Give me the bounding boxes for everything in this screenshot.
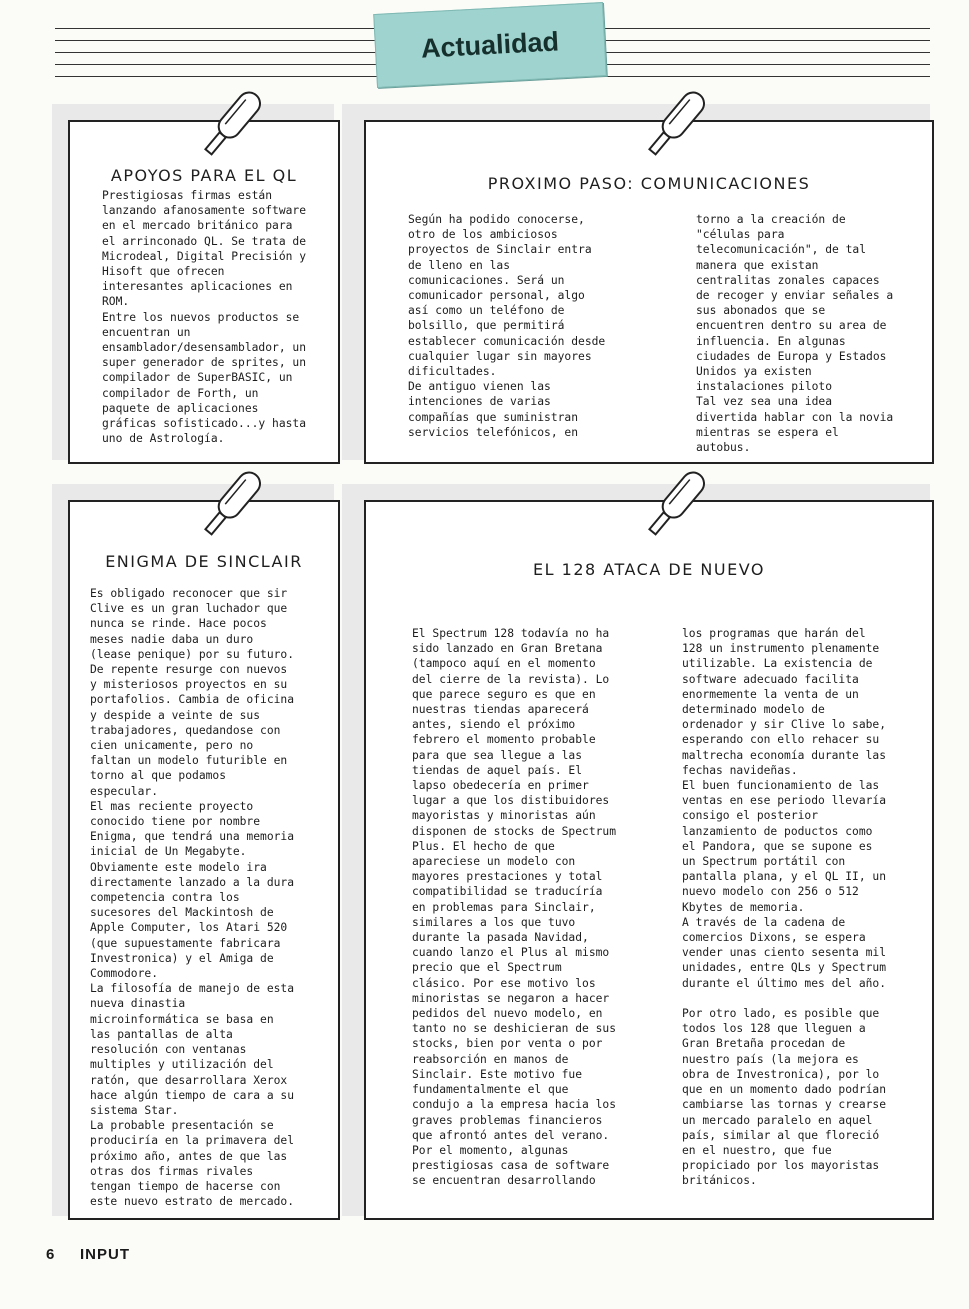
article-apoyos-ql [68, 120, 340, 464]
article-enigma [68, 500, 340, 1220]
section-tag [373, 2, 607, 88]
article-title: EL 128 ATACA DE NUEVO [533, 560, 765, 579]
popsicle-icon [186, 84, 276, 166]
page-number: 6 [46, 1246, 55, 1263]
article-body: Prestigiosas firmas están lanzando afanosamente software en el mercado británico para el arrinconado QL. Se trata de Microdeal, Digital Precisión y Hisoft que ofrecen interesantes aplicaciones en ROM. Entre los nuevos productos se encuentran un ensamblador/desensamblador, un super generador de sprites, un compilador de SuperBASIC, un compilador de Forth, un paquete de aplicaciones gráficas sofisticado...y hasta uno de Astrología. [102, 189, 307, 446]
popsicle-icon [630, 84, 720, 166]
section-label: Actualidad [420, 26, 560, 64]
article-column-2: torno a la creación de "células para telecomunicación", de tal manera que existan centralitas zonales capaces de recoger y enviar señales a sus abonados que se encuentren dentro su area de influencia. En algunas ciudades de Europa y Estados Unidos ya existen instalaciones piloto Tal vez sea una idea divertida hablar con la novia mientras se espera el autobus. [696, 213, 894, 455]
article-column-1: El Spectrum 128 todavía no ha sido lanzado en Gran Bretana (tampoco aquí en el momento del cierre de la revista). Lo que parece seguro es que en nuestras tiendas aparecerá antes, siendo el próximo febrero el momento probable para que sea llegue a las tiendas de aquel país. El lapso obedecería en primer lugar a que los distibuidores mayoristas y minoristas aún disponen de stocks de Spectrum Plus. El hecho de que apareciese un modelo con mayores prestaciones y total compatibilidad se traducíría en problemas para Sinclair, similares a los que tuvo durante la pasada Navidad, cuando lanzo el Plus al mismo precio que el Spectrum clásico. Por ese motivo los minoristas se negaron a hacer pedidos del nuevo modelo, en tanto no se deshicieran de sus stocks, bien por venta o por reabsorción en manos de Sinclair. Este motivo fue fundamentalmente el que condujo a la empresa hacia los graves problemas financieros que afrontó antes del verano. Por el momento, algunas prestigiosas casa de software se encuentran desarrollando [412, 627, 617, 1188]
article-body: Es obligado reconocer que sir Clive es un gran luchador que nunca se rinde. Hace pocos meses nadie daba un duro (lease penique) por su futuro. De repente resurge con nuevos y misteriosos proyectos en su portafolios. Cambia de oficina y despide a veinte de sus trabajadores, quedandose con cien unicamente, pero no faltan un modelo futurible en torno al que podamos especular. El mas reciente proyecto conocido tiene por nombre Enigma, que tendrá una memoria inicial de Un Megabyte. Obviamente este modelo ira directamente lanzado a la dura competencia contra los sucesores del Mackintosh de Apple Computer, los Atari 520 (que supuestamente fabricara Investronica) y el Amiga de Commodore. La filosofía de manejo de esta nueva dinastia microinformática se basa en las pantallas de alta resolución con ventanas multiples y utilización del ratón, que desarrollara Xerox hace algún tiempo de cara a su sistema Star. La probable presentación se produciría en la primavera del próximo año, antes de que las otras dos firmas rivales tengan tiempo de hacerse con este nuevo estrato de mercado. [90, 587, 295, 1209]
article-title: ENIGMA DE SINCLAIR [105, 552, 303, 571]
article-column-1: Según ha podido conocerse, otro de los ambiciosos proyectos de Sinclair entra de lleno en las comunicaciones. Será un comunicador personal, algo así como un teléfono de bolsillo, que permitirá establecer comunicación desde cualquier lugar sin mayores dificultades. De antiguo vienen las intenciones de varias compañías que suministran servicios telefónicos, en [408, 213, 606, 439]
popsicle-icon [186, 464, 276, 546]
magazine-brand: INPUT [80, 1246, 130, 1263]
article-column-2: los programas que harán del 128 un instrumento plenamente utilizable. La existencia de software adecuado facilita enormemente la venta de un determinado modelo de ordenador y sir Clive lo sabe, esperando con ello rehacer su maltrecha economía durante las fechas navideñas. El buen funcionamiento de las ventas en ese periodo llevaría consigo el posterior lanzamiento de poductos como el Pandora, que se supone es un Spectrum portátil con pantalla plana, y el QL II, un nuevo modelo con 256 o 512 Kbytes de memoria. A través de la cadena de comercios Dixons, se espera vender unas ciento sesenta mil unidades, entre QLs y Spectrum durante el último mes del año. Por otro lado, es posible que todos los 128 que lleguen a Gran Bretaña procedan de nuestro país (la mejora es obra de Investronica), por lo que en un momento dado podrían cambiarse las tornas y crearse un mercado paralelo en aquel país, similar al que floreció en el nuestro, que fue propiciado por los mayoristas británicos. [682, 627, 887, 1188]
article-title: APOYOS PARA EL QL [110, 166, 298, 185]
popsicle-icon [630, 464, 720, 546]
article-proximo-paso [364, 120, 934, 464]
article-128-ataca [364, 500, 934, 1220]
article-title: PROXIMO PASO: COMUNICACIONES [487, 174, 811, 193]
